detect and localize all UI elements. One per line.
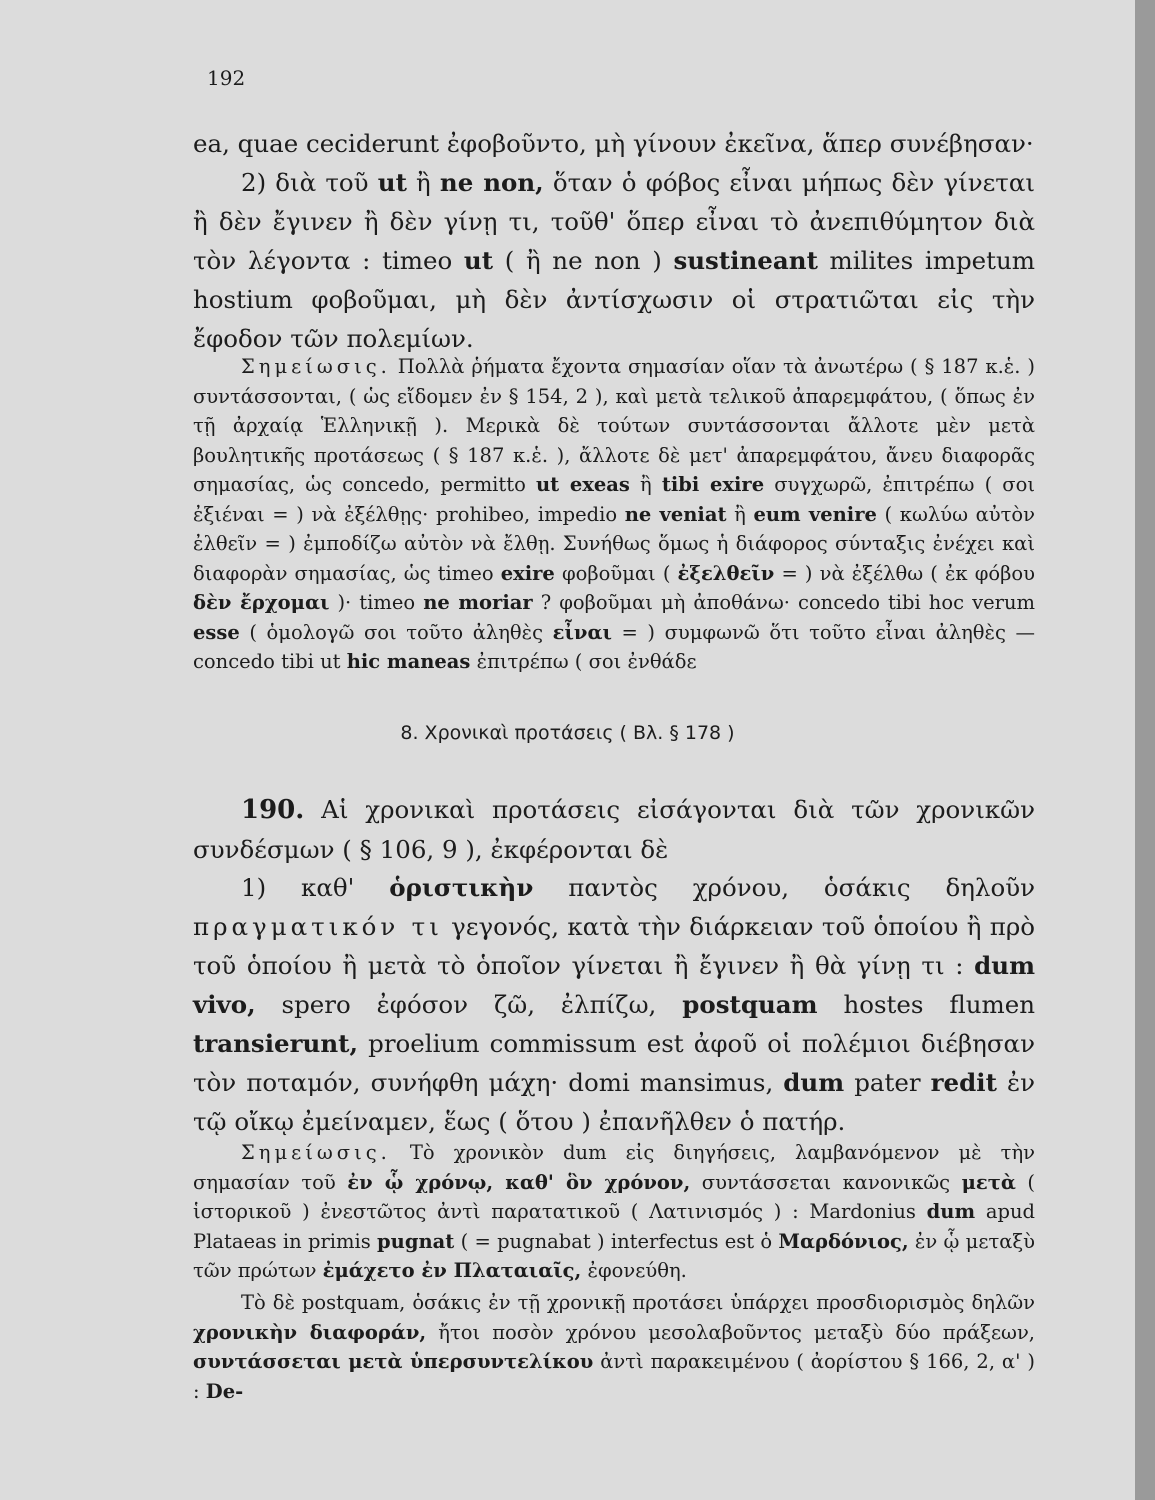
paragraph-fear-clauses [193, 124, 1035, 358]
note-paragraph-1: Σημείωσις. Πολλὰ ῥήματα ἔχοντα σημασίαν οἵαν τὰ ἀνωτέρω ( § 187 κ.ἑ. ) συντάσσονται, ( ὡς εἴδομεν ἐν § 154, 2 ), καὶ μετὰ τελικοῦ ἀπαρεμφάτου, ( ὅπως ἐν τῇ ἀρχαίᾳ Ἑλληνικῇ ). Μερικὰ δὲ τούτων συντάσσονται ἄλλοτε μὲν μετὰ βουλητικῆς προτάσεως ( § 187 κ.ἑ. ), ἄλλοτε δὲ μετ' ἀπαρεμφάτου, ἄνευ διαφορᾶς σημασίας, ὡς concedo, permitto ut exeas ἢ tibi exire συγχωρῶ, ἐπιτρέπω ( σοι ἐξιέναι = ) νὰ ἐξέλθῃς· prohibeo, impedio ne veniat ἢ eum venire ( κωλύω αὐτὸν ἐλθεῖν = ) ἐμποδίζω αὐτὸν νὰ ἔλθῃ. Συνήθως ὅμως ἡ διάφορος σύνταξις ἐνέχει καὶ διαφορὰν σημασίας, ὡς timeo exire φοβοῦμαι ( ἐξελθεῖν = ) νὰ ἐξέλθω ( ἐκ φόβου δὲν ἔρχομαι )· timeo ne moriar ? φοβοῦμαι μὴ ἀποθάνω· concedo tibi hoc verum esse ( ὁμολογῶ σοι τοῦτο ἀληθὲς εἶναι = ) συμφωνῶ ὅτι τοῦτο εἶναι ἀληθὲς — concedo tibi ut hic maneas ἐπιτρέπω ( σοι ἐνθάδε [193, 355, 1036, 673]
note-paragraph-postquam: Τὸ δὲ postquam, ὁσάκις ἐν τῇ χρονικῇ προτάσει ὑπάρχει προσδιορισμὸς δηλῶν χρονικὴν διαφοράν, ἤτοι ποσὸν χρόνου μεσολαβοῦντος μεταξὺ δύο πράξεων, συντάσσεται μετὰ ὑπερσυντελίκου ἀντὶ παρακειμένου ( ἀορίστου § 166, 2, α' ) : De- [193, 1291, 1035, 1403]
paragraph-190: 190. Αἱ χρονικαὶ προτάσεις εἰσάγονται διὰ τῶν χρονικῶν συνδέσμων ( § 106, 9 ), ἐκφέρονται δὲ [193, 795, 1035, 864]
note-label: Σημείωσις. [241, 1141, 391, 1164]
note-paragraph-dum: Σημείωσις. Τὸ χρονικὸν dum εἰς διηγήσεις, λαμβανόμενον μὲ τὴν σημασίαν τοῦ ἐν ᾧ χρόνῳ, καθ' ὃν χρόνον, συντάσσεται κανονικῶς μετὰ ( ἱστορικοῦ ) ἐνεστῶτος ἀντὶ παρατατικοῦ ( Λατινισμός ) : Mardonius dum apud Plataeas in primis pugnat ( = pugnabat ) interfectus est ὁ Μαρδόνιος, ἐν ᾧ μεταξὺ τῶν πρώτων ἐμάχετο ἐν Πλαταιαῖς, ἐφονεύθη. [193, 1141, 1036, 1282]
text-line: ea, quae ceciderunt ἐφοβοῦντο, μὴ γίνουν ἐκεῖνα, ἅπερ συνέβησαν· [193, 129, 1034, 158]
text-block: 2) διὰ τοῦ ut ἢ ne non, ὅταν ὁ φόβος εἶναι μήπως δὲν γίνεται ἢ δὲν ἔγινεν ἢ δὲν γίνῃ τι, τοῦθ' ὅπερ εἶναι τὸ ἀνεπιθύμητον διὰ τὸν λέγοντα : timeo ut ( ἢ ne non ) sustineant milites impetum hostium φοβοῦμαι, μὴ δὲν ἀντίσχωσιν οἱ στρατιῶται εἰς τὴν ἔφοδον τῶν πολεμίων. [193, 168, 1035, 353]
section-heading: 8. Χρονικαὶ προτάσεις ( Βλ. § 178 ) [400, 722, 735, 744]
paragraph-indicative: 1) καθ' ὁριστικὴν παντὸς χρόνου, ὁσάκις δηλοῦν πραγματικόν τι γεγονός, κατὰ τὴν διάρκειαν τοῦ ὁποίου ἢ πρὸ τοῦ ὁποίου ἢ μετὰ τὸ ὁποῖον γίνεται ἢ ἔγινεν ἢ θὰ γίνῃ τι : dum vivo, spero ἐφόσον ζῶ, ἐλπίζω, postquam hostes flumen transierunt, proelium commissum est ἀφοῦ οἱ πολέμιοι διέβησαν τὸν ποταμόν, συνήφθη μάχη· domi mansimus, dum pater redit ἐν τῷ οἴκῳ ἐμείναμεν, ἕως ( ὅτου ) ἐπανῆλθεν ὁ πατήρ. [193, 873, 1036, 1136]
page-number: 192 [207, 66, 246, 90]
page-edge [1135, 0, 1155, 1500]
section-number: 190. [241, 795, 305, 825]
note-label: Σημείωσις. [241, 355, 391, 378]
